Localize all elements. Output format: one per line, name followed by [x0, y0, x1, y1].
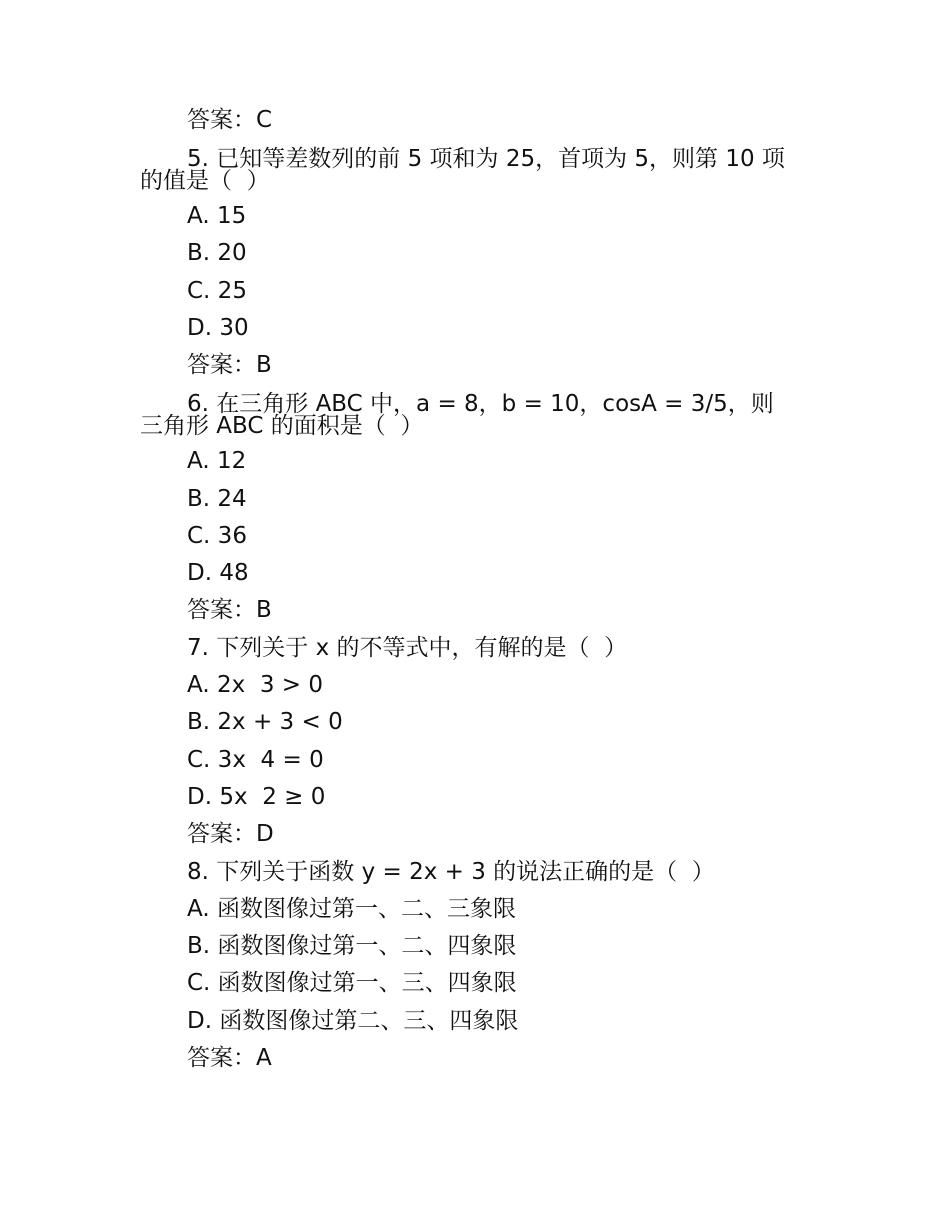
option-line: D. 5x 2 ≥ 0 — [187, 784, 326, 810]
answer-line: 答案：A — [187, 1045, 272, 1071]
question-6-line-2: 三角形 ABC 的面积是（ ） — [140, 413, 424, 439]
option-line: A. 12 — [187, 448, 247, 474]
question-5-line-2: 的值是（ ） — [140, 168, 270, 194]
option-line: D. 30 — [187, 315, 249, 341]
option-line: D. 48 — [187, 560, 249, 586]
answer-line: 答案：D — [187, 821, 274, 847]
question-6-line-1: 6. 在三角形 ABC 中，a = 8，b = 10，cosA = 3/5，则 — [187, 391, 774, 417]
option-line: C. 3x 4 = 0 — [187, 747, 324, 773]
option-line: B. 函数图像过第一、二、四象限 — [187, 933, 517, 959]
answer-line: 答案：B — [187, 597, 272, 623]
question-7: 7. 下列关于 x 的不等式中，有解的是（ ） — [187, 635, 628, 661]
question-5-line-1: 5. 已知等差数列的前 5 项和为 25，首项为 5，则第 10 项 — [187, 146, 785, 172]
option-line: C. 函数图像过第一、三、四象限 — [187, 970, 517, 996]
answer-line: 答案：B — [187, 352, 272, 378]
answer-line: 答案：C — [187, 107, 273, 133]
option-line: B. 2x + 3 < 0 — [187, 709, 343, 735]
option-line: A. 15 — [187, 203, 247, 229]
option-line: C. 25 — [187, 278, 247, 304]
option-line: A. 2x 3 > 0 — [187, 672, 323, 698]
option-line: C. 36 — [187, 523, 247, 549]
option-line: B. 24 — [187, 486, 247, 512]
option-line: B. 20 — [187, 240, 247, 266]
option-line: A. 函数图像过第一、二、三象限 — [187, 896, 516, 922]
question-8: 8. 下列关于函数 y = 2x + 3 的说法正确的是（ ） — [187, 859, 715, 885]
option-line: D. 函数图像过第二、三、四象限 — [187, 1008, 519, 1034]
